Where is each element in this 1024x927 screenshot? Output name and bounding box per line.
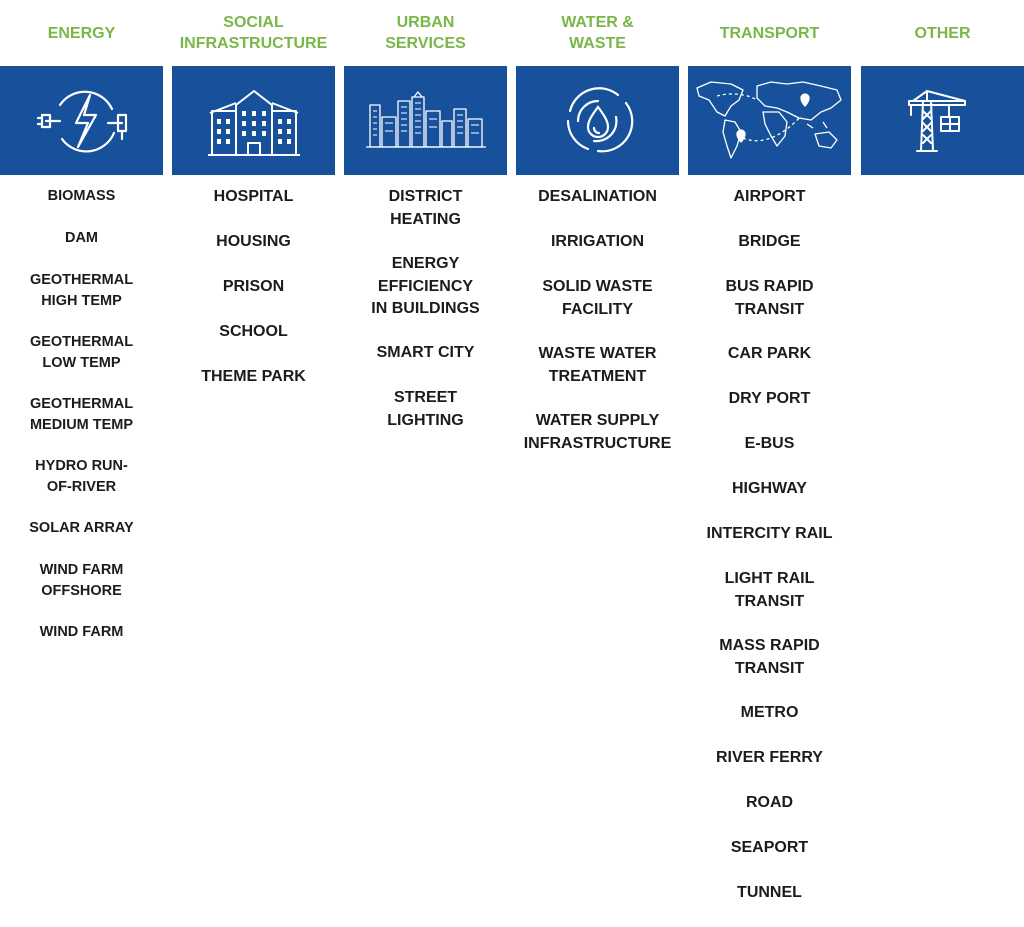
list-item: GEOTHERMAL LOW TEMP <box>29 334 134 371</box>
list-item: GEOTHERMAL MEDIUM TEMP <box>29 396 134 433</box>
social-infrastructure-panel <box>172 66 335 175</box>
water-waste-items <box>516 186 679 477</box>
list-item: TUNNEL <box>737 884 802 901</box>
column-title: URBAN SERVICES <box>385 14 466 52</box>
column-title: ENERGY <box>47 24 116 42</box>
column-title: SOCIAL INFRASTRUCTURE <box>179 14 328 52</box>
urban-services-items <box>344 186 507 454</box>
list-item: DISTRICT HEATING <box>388 188 463 228</box>
water-waste-panel <box>516 66 679 175</box>
energy-panel <box>0 66 163 175</box>
list-item: BIOMASS <box>47 188 116 204</box>
list-item: WASTE WATER TREATMENT <box>538 345 657 385</box>
building-icon <box>206 85 302 157</box>
list-item: CAR PARK <box>727 345 812 362</box>
list-item: DAM <box>64 230 99 246</box>
list-item: LIGHT RAIL TRANSIT <box>724 570 815 610</box>
list-item: INTERCITY RAIL <box>706 525 833 542</box>
city-skyline-icon <box>364 91 488 151</box>
list-item: STREET LIGHTING <box>387 389 464 429</box>
list-item: METRO <box>740 704 799 721</box>
list-item: SOLAR ARRAY <box>29 520 134 536</box>
column-title: OTHER <box>914 24 971 42</box>
list-item: HOSPITAL <box>213 188 294 205</box>
other-panel <box>861 66 1024 175</box>
list-item: WIND FARM OFFSHORE <box>39 562 124 599</box>
column-title: TRANSPORT <box>719 24 820 42</box>
list-item: BRIDGE <box>738 233 801 250</box>
crane-icon <box>903 85 983 157</box>
water-drop-icon <box>558 81 638 161</box>
list-item: WIND FARM <box>39 624 124 640</box>
list-item: ENERGY EFFICIENCY IN BUILDINGS <box>371 255 480 317</box>
list-item: IRRIGATION <box>550 233 645 250</box>
list-item: E-BUS <box>744 435 795 452</box>
list-item: GEOTHERMAL HIGH TEMP <box>29 272 134 309</box>
energy-items <box>0 186 163 684</box>
list-item: THEME PARK <box>201 368 306 385</box>
column-title: WATER & WASTE <box>561 14 634 52</box>
social-infrastructure-items <box>172 186 335 411</box>
list-item: HIGHWAY <box>732 480 807 497</box>
list-item: HOUSING <box>216 233 291 250</box>
list-item: AIRPORT <box>733 188 806 205</box>
list-item: DRY PORT <box>728 390 811 407</box>
energy-plug-bolt-icon <box>32 85 132 157</box>
list-item: ROAD <box>745 794 794 811</box>
list-item: PRISON <box>222 278 285 295</box>
list-item: DESALINATION <box>538 188 657 205</box>
transport-panel <box>688 66 851 175</box>
world-map-route-icon <box>691 76 849 166</box>
transport-items <box>688 186 851 927</box>
list-item: SOLID WASTE FACILITY <box>542 278 653 318</box>
list-item: RIVER FERRY <box>716 749 823 766</box>
list-item: MASS RAPID TRANSIT <box>719 637 820 677</box>
list-item: SMART CITY <box>376 344 475 361</box>
list-item: SCHOOL <box>219 323 288 340</box>
list-item: BUS RAPID TRANSIT <box>725 278 814 318</box>
list-item: HYDRO RUN- OF-RIVER <box>35 458 128 495</box>
urban-services-panel <box>344 66 507 175</box>
list-item: WATER SUPPLY INFRASTRUCTURE <box>523 412 672 452</box>
list-item: SEAPORT <box>730 839 809 856</box>
